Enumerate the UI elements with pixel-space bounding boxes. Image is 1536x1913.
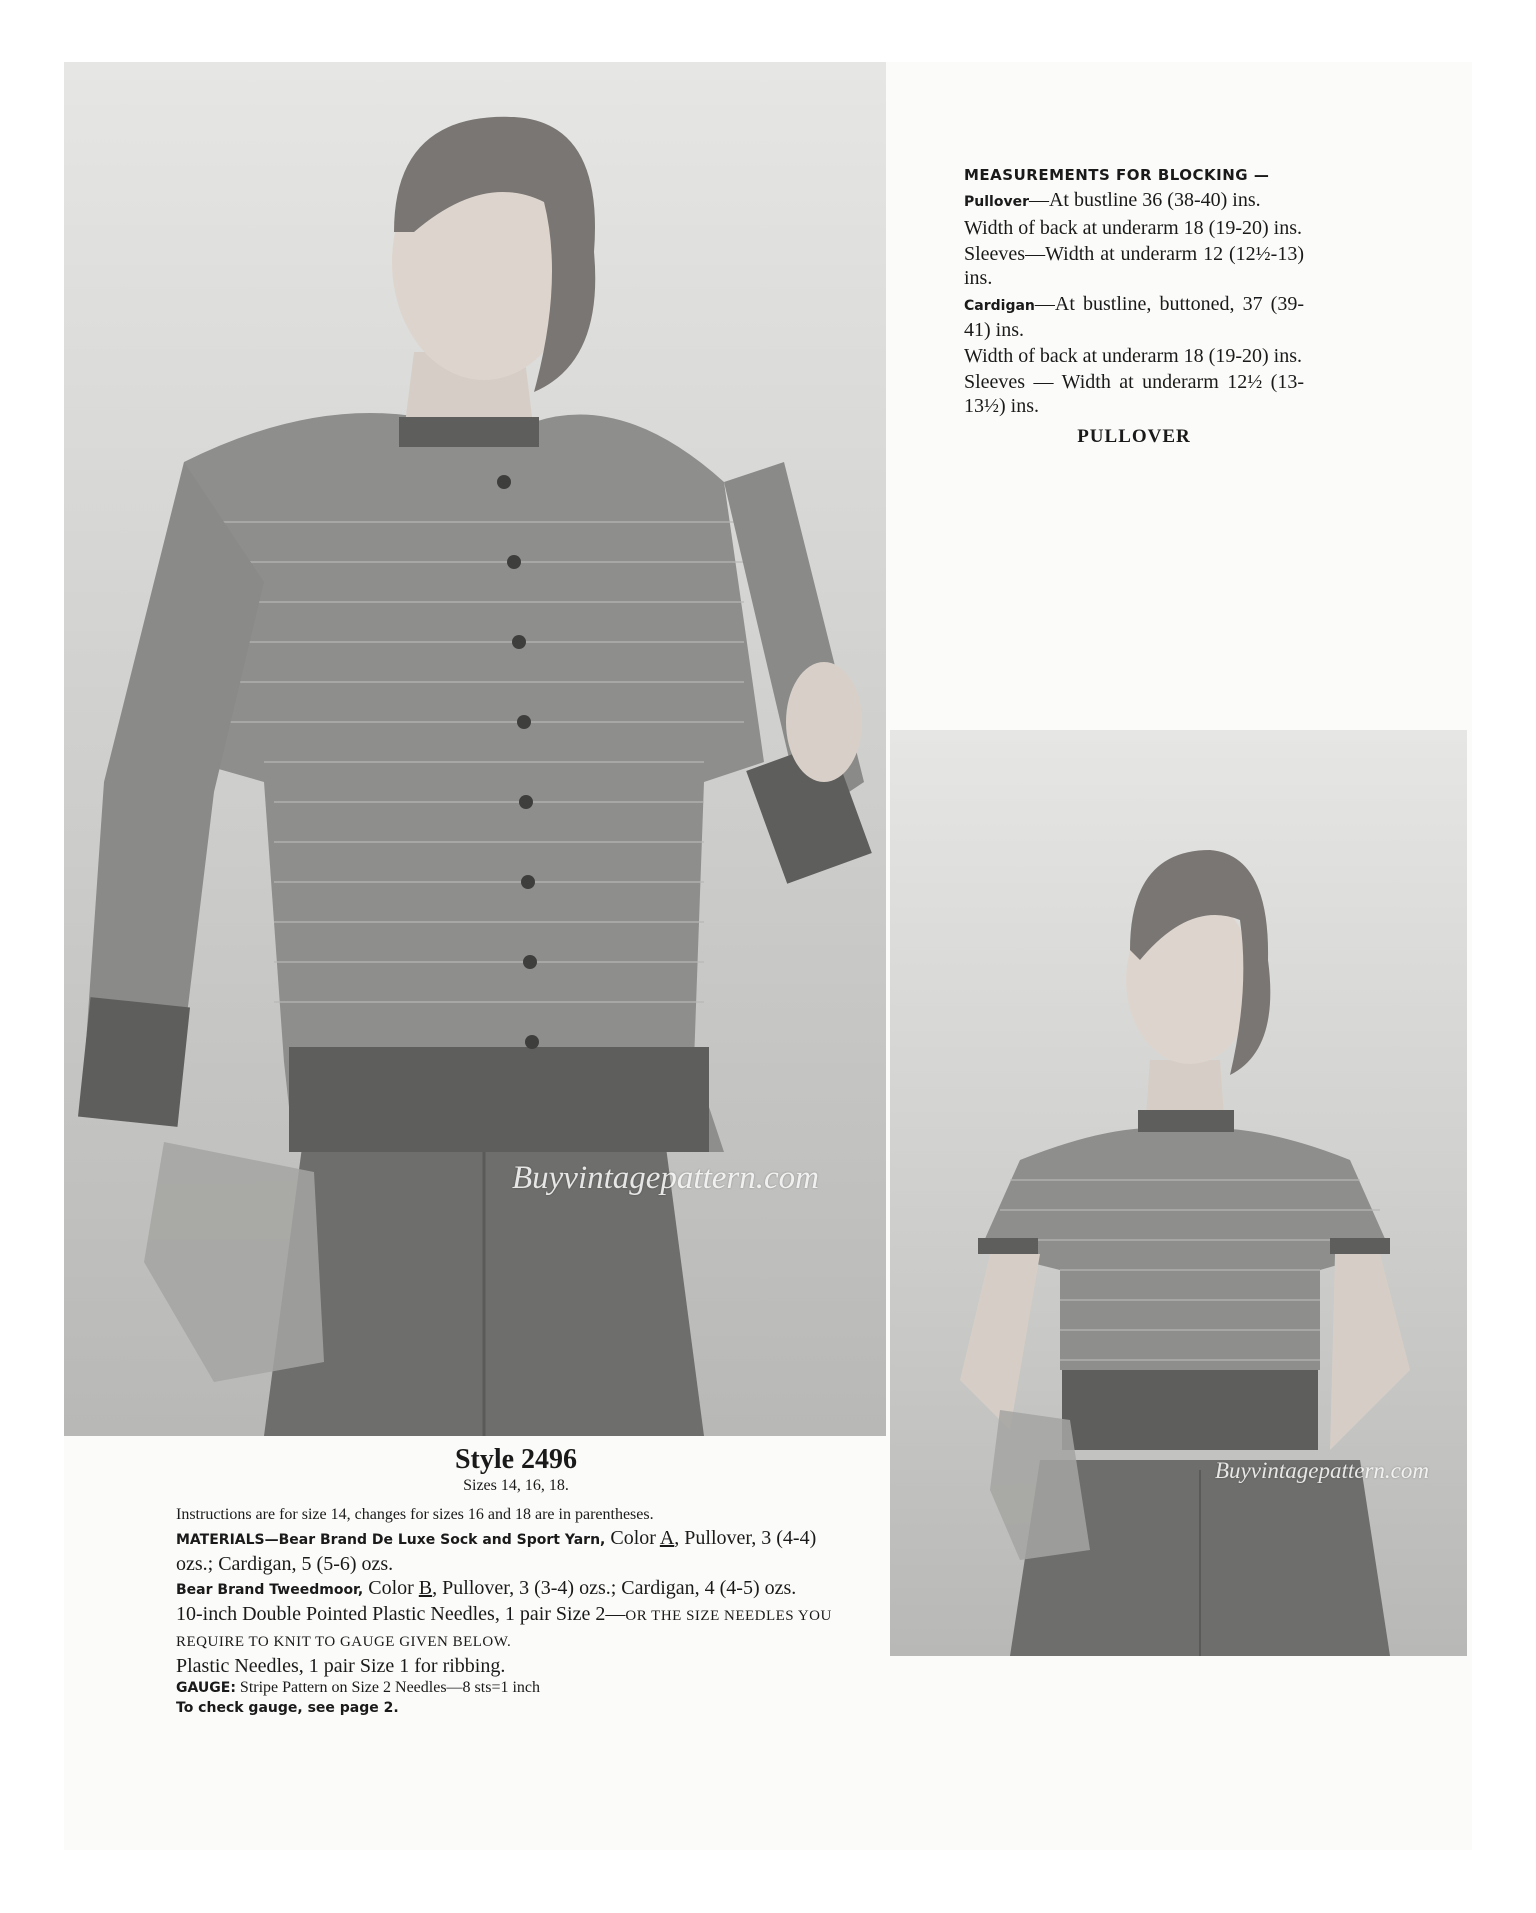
back-width-2: Width of back at underarm 18 (19-20) ins.: [964, 345, 1302, 367]
needles-text: 10-inch Double Pointed Plastic Needles, 1 pair Size 2—: [176, 1603, 626, 1625]
sleeves-measure-2: Sleeves — Width at underarm 12½ (13-13½) ins.: [964, 371, 1304, 417]
color-a: A: [659, 1527, 675, 1549]
needles-ribbing: Plastic Needles, 1 pair Size 1 for ribbing.: [176, 1655, 506, 1677]
tweed-rest: , Pullover, 3 (3-4) ozs.; Cardigan, 4 (4-5) ozs.: [432, 1577, 797, 1599]
materials-tweed: [176, 1576, 856, 1602]
pullover-model-illustration: [890, 730, 1467, 1656]
needles-caps: OR THE SIZE NEEDLES YOU REQUIRE TO KNIT TO GAUGE GIVEN BELOW.: [176, 1608, 832, 1650]
materials-yarn: [176, 1526, 856, 1576]
sleeves-label: Sleeves: [964, 243, 1026, 265]
gauge-text: Stripe Pattern on Size 2 Needles—8 sts=1 inch: [239, 1679, 541, 1696]
style-title: Style 2496: [454, 1444, 578, 1475]
sleeves-measure-1: [964, 242, 1304, 290]
instructions-note: Instructions are for size 14, changes for sizes 16 and 18 are in parentheses.: [176, 1506, 654, 1523]
pullover-photo: [890, 730, 1467, 1656]
gauge-label: GAUGE:: [176, 1680, 236, 1696]
needles-main: [176, 1602, 856, 1654]
gauge-check: [176, 1698, 856, 1718]
materials-label: MATERIALS—Bear Brand De Luxe Sock and Sport Yarn,: [176, 1532, 606, 1548]
cardigan-label: Cardigan: [964, 298, 1035, 314]
materials-color-pre: Color: [610, 1527, 656, 1549]
blocking-heading: MEASUREMENTS FOR BLOCKING —: [964, 166, 1270, 184]
cardigan-model-illustration: [64, 62, 886, 1436]
tweed-color-pre: Color: [368, 1577, 414, 1599]
pullover-label: Pullover: [964, 194, 1029, 210]
style-description: [176, 1444, 856, 1718]
pullover-section-heading: PULLOVER: [1077, 426, 1191, 447]
gauge-line: [176, 1678, 856, 1698]
pullover-text: —At bustline 36 (38-40) ins.: [1028, 189, 1261, 211]
back-width-1: Width of back at underarm 18 (19-20) ins.: [964, 217, 1302, 239]
watermark-small: Buyvintagepattern.com: [1215, 1458, 1429, 1483]
tweed-label: Bear Brand Tweedmoor,: [176, 1582, 364, 1598]
cardigan-measure: [964, 292, 1304, 342]
cardigan-photo: [64, 62, 886, 1436]
cardigan-text: —At bustline, buttoned, 37 (39-41) ins.: [964, 293, 1304, 341]
pullover-measure: [964, 188, 1304, 214]
color-b: B: [418, 1577, 433, 1599]
watermark-main: Buyvintagepattern.com: [512, 1160, 819, 1196]
style-sizes: Sizes 14, 16, 18.: [463, 1477, 569, 1494]
sleeves-text: —Width at underarm 12 (12½-13) ins.: [964, 243, 1304, 289]
materials-rest: , Pullover, 3 (4-4) ozs.; Cardigan, 5 (5-6) ozs.: [176, 1527, 817, 1575]
gauge-check-text: To check gauge, see page 2.: [176, 1700, 399, 1716]
blocking-measurements: [964, 166, 1304, 448]
